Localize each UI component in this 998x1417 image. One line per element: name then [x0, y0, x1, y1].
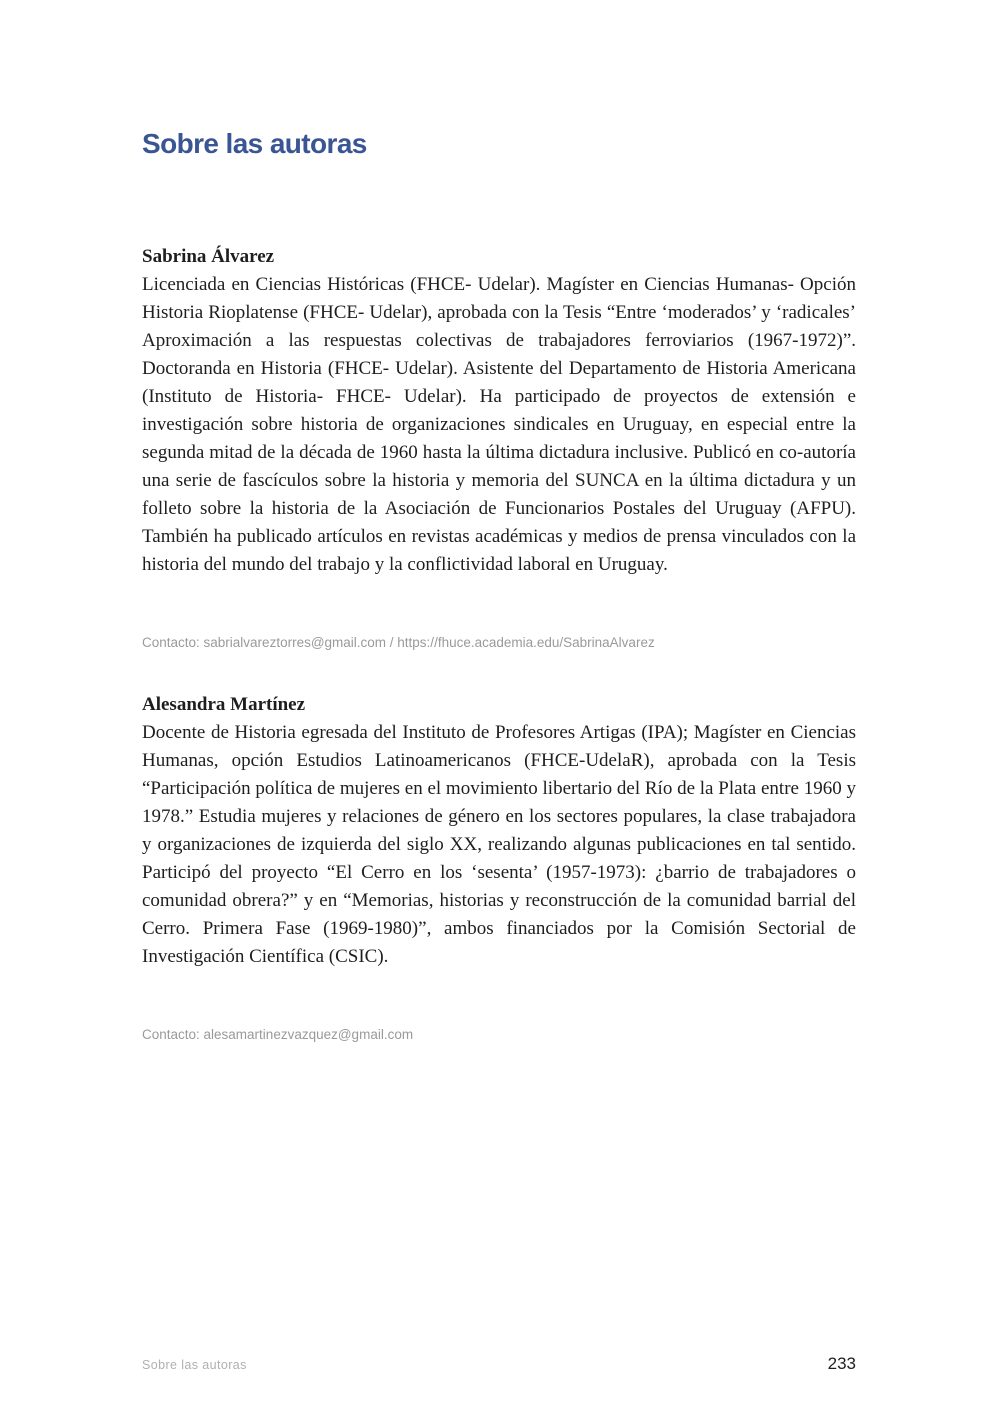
author-entry-sabrina-alvarez [142, 243, 856, 579]
author-contact: Contacto: sabrialvareztorres@gmail.com / https://fhuce.academia.edu/SabrinaAlvarez [142, 635, 655, 650]
author-name: Alesandra Martínez [142, 694, 306, 715]
author-contact: Contacto: alesamartinezvazquez@gmail.com [142, 1027, 414, 1042]
running-footer-title: Sobre las autoras [142, 1358, 247, 1372]
author-name: Sabrina Álvarez [142, 246, 275, 267]
author-bio: Licenciada en Ciencias Históricas (FHCE- Udelar). Magíster en Ciencias Humanas- Opción Historia Rioplatense (FHCE- Udelar), aprobada con la Tesis “Entre ‘moderados’ y ‘radicales’ Aproximación a las respuestas colectivas de trabajadores ferroviarios (1967-1972)”. Doctoranda en Historia (FHCE- Udelar). Asistente del Departamento de Historia Americana (Instituto de Historia- FHCE- Udelar). Ha participado de proyectos de extensión e investigación sobre historia de organizaciones sindicales en Uruguay, en especial entre la segunda mitad de la década de 1960 hasta la última dictadura inclusive. Publicó en co-autoría una serie de fascículos sobre la historia y memoria del SUNCA en la última dictadura y un folleto sobre la historia de la Asociación de Funcionarios Postales del Uruguay (AFPU). También ha publicado artículos en revistas académicas y medios de prensa vinculados con la historia del mundo del trabajo y la conflictividad laboral en Uruguay. [142, 274, 856, 575]
page-title: Sobre las autoras [142, 128, 367, 159]
author-entry-alesandra-martinez [142, 691, 856, 971]
page-number: 233 [827, 1354, 856, 1373]
author-bio: Docente de Historia egresada del Instituto de Profesores Artigas (IPA); Magíster en Ciencias Humanas, opción Estudios Latinoamericanos (FHCE-UdelaR), aprobada con la Tesis “Participación política de mujeres en el movimiento libertario del Río de la Plata entre 1960 y 1978.” Estudia mujeres y relaciones de género en los sectores populares, la clase trabajadora y organizaciones de izquierda del siglo XX, realizando algunas publicaciones en tal sentido. Participó del proyecto “El Cerro en los ‘sesenta’ (1957-1973): ¿barrio de trabajadores o comunidad obrera?” y en “Memorias, historias y reconstrucción de la comunidad barrial del Cerro. Primera Fase (1969-1980)”, ambos financiados por la Comisión Sectorial de Investigación Científica (CSIC). [142, 722, 856, 967]
